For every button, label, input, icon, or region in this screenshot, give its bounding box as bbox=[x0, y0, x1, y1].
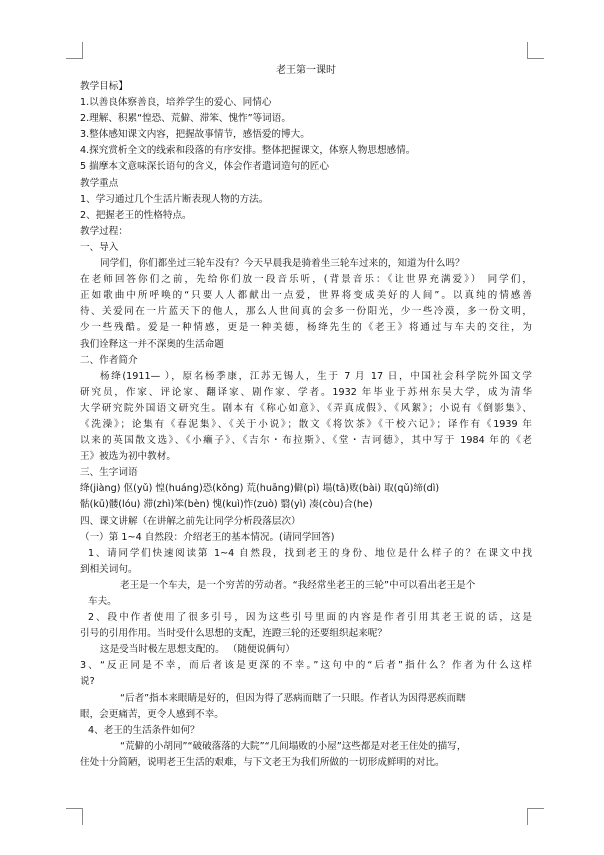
text-line: “后者”指本来眼睛是好的，但因为得了恶病而瞎了一只眼。作者认为因得恶疾而瞎 bbox=[120, 692, 466, 704]
text-line: 骷(kū)髅(lóu) 滞(zhì)笨(bèn) 愧(kuì)怍(zuò) 翳(yì) 凑(còu)合(he) bbox=[80, 499, 373, 511]
text-line: “荒僻的小胡同”“破破落落的大院”“几间塌败的小屋”这些都是对老王住处的描写， bbox=[120, 740, 467, 752]
document-title: 老王第一课时 bbox=[276, 65, 336, 76]
page-corner-mark-top-right bbox=[527, 42, 544, 59]
text-line: 《洗澡》；论集有《春泥集》、《关于小说》；散文《将饮茶》《干校六记》；译作有《1939 年 bbox=[80, 418, 532, 430]
text-line: 大学研究院外国语文研究生。剧本有《称心如意》、《弄真成假》、《风絮》；小说有《倒影集》、 bbox=[80, 402, 532, 414]
text-line: 引号的引用作用。当时受什么思想的支配，连蹬三轮的还要组织起来呢？ bbox=[80, 628, 387, 640]
text-line: 3.整体感知课文内容，把握故事情节，感悟爱的博大。 bbox=[80, 129, 310, 141]
text-line: 2、段中作者使用了很多引号，因为这些引号里面的内容是作者引用其老王说的话，这是 bbox=[88, 612, 532, 624]
text-line: 到相关词句。 bbox=[80, 563, 138, 575]
text-line: 三、生字词语 bbox=[80, 467, 138, 479]
text-line: 待、关爱同在一片蓝天下的他人，那么人世间真的会多一份阳光，少一些冷漠，多一份文明， bbox=[80, 306, 532, 318]
text-line: 2.理解、积累“惶恐、荒僻、滞笨、愧怍”等词语。 bbox=[80, 113, 291, 125]
text-line: 说? bbox=[80, 676, 95, 688]
text-line: 一、导入 bbox=[80, 241, 119, 253]
text-line: 1、学习通过几个生活片断表现人物的方法。 bbox=[80, 193, 269, 205]
text-line: 1.以善良体察善良，培养学生的爱心、同情心 bbox=[80, 97, 272, 109]
text-line: 绛(jiàng) 伛(yǔ) 惶(huáng)恐(kǒng) 荒(huāng)僻(pì) 塌(tā)败(bài) 取(qǔ)缔(dì) bbox=[80, 483, 440, 495]
text-line: 同学们，你们都坐过三轮车没有？今天早晨我是骑着坐三轮车过来的，知道为什么吗？ bbox=[100, 258, 465, 270]
document-page bbox=[80, 62, 532, 771]
text-line: 1、请同学们快速阅读第 1~4 自然段，找到老王的身份、地位是什么样子的？在课文中找 bbox=[88, 547, 532, 559]
text-line: 正如歌曲中所呼唤的“只要人人都献出一点爱，世界将变成美好的人间”。以真纯的情感善 bbox=[80, 290, 532, 302]
text-line: 眼，会更痛苦，更令人感到不幸。 bbox=[80, 708, 224, 720]
page-corner-mark-bottom-right bbox=[527, 808, 544, 825]
document-body bbox=[80, 79, 532, 771]
text-line: 教学目标】 bbox=[80, 81, 128, 92]
text-line: 四、课文讲解（在讲解之前先让同学分析段落层次） bbox=[80, 515, 301, 527]
text-line: 4、老王的生活条件如何？ bbox=[88, 724, 200, 736]
text-line: 以来的英国散文选》、《小癞子》、《吉尔・布拉斯》、《堂・吉诃德》，其中写于 1984 年的《老 bbox=[80, 435, 532, 447]
text-line: 二、作者简介 bbox=[80, 354, 138, 366]
text-line: 研究员，作家、评论家、翻译家、剧作家、学者。1932 年毕业于苏州东吴大学，成为清华 bbox=[80, 386, 532, 398]
text-line: 这是受当时极左思想支配的。 （随便说俩句） bbox=[100, 644, 295, 656]
text-line: 我们诠释这一并不深奥的生活命题 bbox=[80, 338, 224, 350]
text-line: 杨绛(1911— ），原名杨季康，江苏无锡人，生于 7 月 17 日，中国社会科学院外国文学 bbox=[100, 370, 532, 382]
text-line: 4.探究赏析全文的线索和段落的有序安排。整体把握课文，体察人物思想感情。 bbox=[80, 145, 416, 157]
text-line: 教学重点 bbox=[80, 177, 119, 189]
text-line: 老王是一个车夫，是一个穷苦的劳动者。“我经常坐老王的三轮”中可以看出老王是个 bbox=[120, 579, 476, 591]
text-line: 王》被选为初中教材。 bbox=[80, 451, 176, 463]
text-line: 住处十分简陋，说明老王生活的艰难，与下文老王为我们所做的一切形成鲜明的对比。 bbox=[80, 756, 445, 768]
text-line: 车夫。 bbox=[88, 596, 117, 607]
text-line: 3、“反正同是不幸，而后者该是更深的不幸。”这句中的“后者”指什么？作者为什么这样 bbox=[80, 660, 532, 672]
text-line: 少一些残酷。爱是一种情感，更是一种美德，杨绛先生的《老王》将通过与车夫的交往，为 bbox=[80, 322, 532, 334]
text-line: 2、把握老王的性格特点。 bbox=[80, 209, 192, 221]
text-line: 教学过程： bbox=[80, 225, 128, 237]
text-line: 在老师回答你们之前，先给你们放一段音乐听，(背景音乐：《让世界充满爱》） 同学们， bbox=[80, 274, 532, 286]
page-corner-mark-bottom-left bbox=[66, 808, 83, 825]
page-corner-mark-top-left bbox=[66, 42, 83, 59]
text-line: 5 揣摩本文意味深长语句的含义，体会作者遣词造句的匠心 bbox=[80, 161, 329, 173]
text-line: （一）第 1~4 自然段：介绍老王的基本情况。(请同学回答) bbox=[80, 531, 335, 543]
